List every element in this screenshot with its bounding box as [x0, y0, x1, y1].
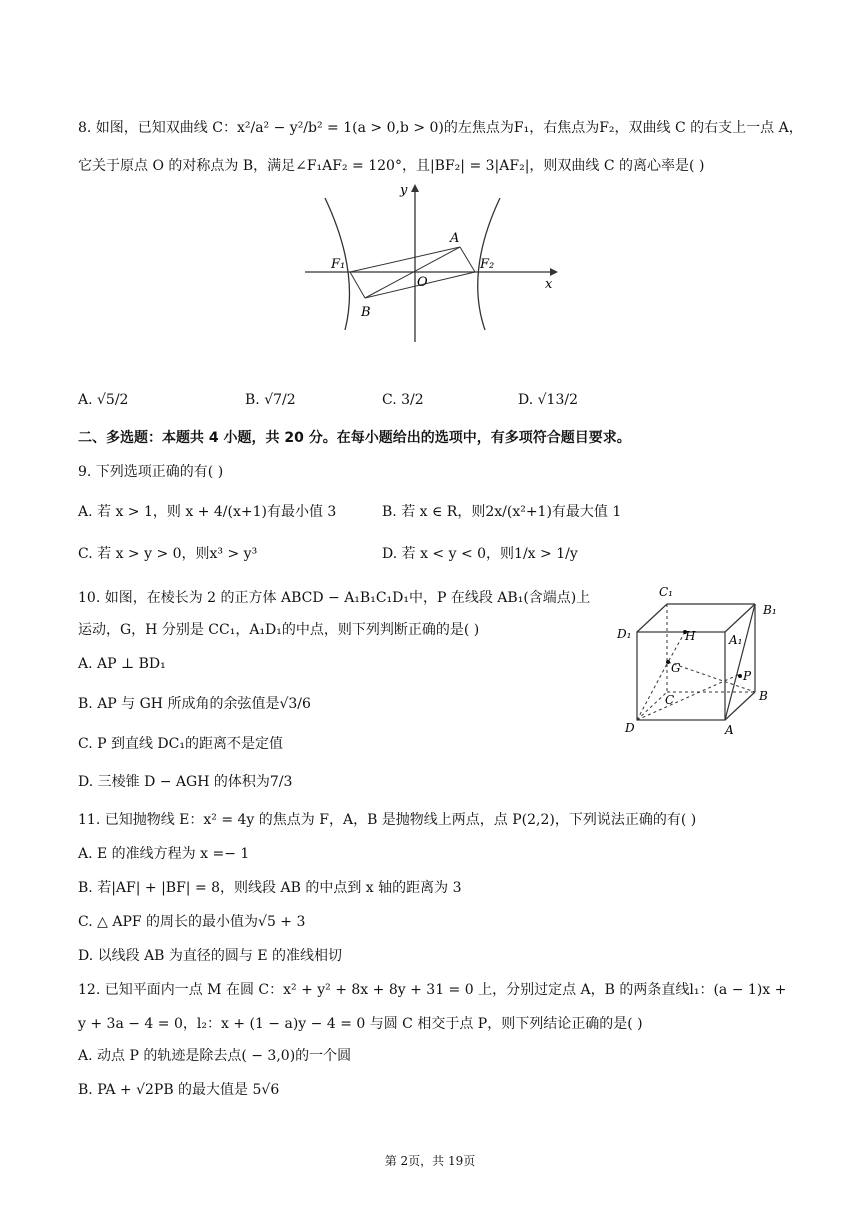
q10-option-d: D. 三棱锥 D − AGH 的体积为7/3 — [78, 774, 293, 790]
q11-option-d: D. 以线段 AB 为直径的圆与 E 的准线相切 — [78, 948, 343, 964]
vertex-c1-label: C₁ — [659, 585, 673, 599]
q10-option-c: C. P 到直线 DC₁的距离不是定值 — [78, 736, 283, 752]
q8-option-c: C. 3/2 — [382, 392, 424, 408]
vertex-b1-label: B₁ — [763, 603, 777, 617]
page-footer: 第 2页，共 19页 — [384, 1154, 476, 1168]
axis-y-label: y — [400, 183, 408, 198]
vertex-d1-label: D₁ — [617, 627, 632, 641]
point-f2-label: F₂ — [480, 257, 495, 272]
section-heading-multiple-choice: 二、多选题：本题共 4 小题，共 20 分。在每小题给出的选项中，有多项符合题目要求。 — [78, 430, 631, 446]
q8-option-d: D. √13/2 — [518, 392, 578, 408]
q8-stem-line2: 它关于原点 O 的对称点为 B，满足∠F₁AF₂ = 120°，且|BF₂| = 3|AF₂|，则双曲线 C 的离心率是( ) — [78, 158, 705, 174]
q10-stem-line2: 运动，G，H 分别是 CC₁，A₁D₁的中点，则下列判断正确的是( ) — [78, 622, 480, 638]
vertex-a-label: A — [725, 723, 734, 737]
q8-option-b: B. √7/2 — [245, 392, 296, 408]
q12-stem-line1: 12. 已知平面内一点 M 在圆 C：x² + y² + 8x + 8y + 31 = 0 上，分别过定点 A，B 的两条直线l₁：(a − 1)x + — [78, 982, 787, 998]
q11-option-b: B. 若|AF| + |BF| = 8，则线段 AB 的中点到 x 轴的距离为 3 — [78, 880, 462, 896]
q12-option-b: B. PA + √2PB 的最大值是 5√6 — [78, 1082, 280, 1098]
q9-option-c: C. 若 x > y > 0，则x³ > y³ — [78, 546, 258, 562]
q11-option-c: C. △ APF 的周长的最小值为√5 + 3 — [78, 914, 306, 930]
q9-option-d: D. 若 x < y < 0，则1/x > 1/y — [382, 546, 578, 562]
q9-option-b: B. 若 x ∈ R，则2x/(x²+1)有最大值 1 — [382, 504, 622, 520]
q9-stem: 9. 下列选项正确的有( ) — [78, 464, 224, 480]
point-f1-label: F₁ — [331, 257, 346, 272]
q10-stem-line1: 10. 如图，在棱长为 2 的正方体 ABCD − A₁B₁C₁D₁中，P 在线段 AB₁(含端点)上 — [78, 590, 591, 606]
vertex-b-label: B — [759, 689, 768, 703]
q10-option-b: B. AP 与 GH 所成角的余弦值是√3/6 — [78, 696, 311, 712]
q8-option-a: A. √5/2 — [78, 392, 129, 408]
point-a-label: A — [450, 231, 460, 246]
cube-figure — [615, 582, 795, 742]
q9-option-a: A. 若 x > 1，则 x + 4/(x+1)有最小值 3 — [78, 504, 337, 520]
q11-option-a: A. E 的准线方程为 x =− 1 — [78, 846, 250, 862]
q11-stem: 11. 已知抛物线 E：x² = 4y 的焦点为 F，A，B 是抛物线上两点，点 P(2,2)，下列说法正确的有( ) — [78, 812, 697, 828]
point-b-label: B — [361, 305, 371, 320]
q8-stem-line1: 8. 如图，已知双曲线 C：x²/a² − y²/b² = 1(a > 0,b > 0)的左焦点为F₁，右焦点为F₂，双曲线 C 的右支上一点 A， — [78, 120, 803, 136]
point-o-label: O — [417, 275, 428, 290]
vertex-c-label: C — [665, 693, 675, 707]
axis-x-label: x — [545, 277, 553, 292]
q12-stem-line2: y + 3a − 4 = 0，l₂：x + (1 − a)y − 4 = 0 与圆 C 相交于点 P，则下列结论正确的是( ) — [78, 1016, 643, 1032]
vertex-d-label: D — [625, 721, 635, 735]
point-h-label: H — [685, 629, 696, 643]
q10-option-a: A. AP ⊥ BD₁ — [78, 656, 166, 672]
point-p-label: P — [743, 669, 752, 683]
hyperbola-figure — [295, 180, 575, 345]
q12-option-a: A. 动点 P 的轨迹是除去点( − 3,0)的一个圆 — [78, 1048, 352, 1064]
vertex-a1-label: A₁ — [729, 633, 743, 647]
point-g-label: G — [671, 661, 681, 675]
